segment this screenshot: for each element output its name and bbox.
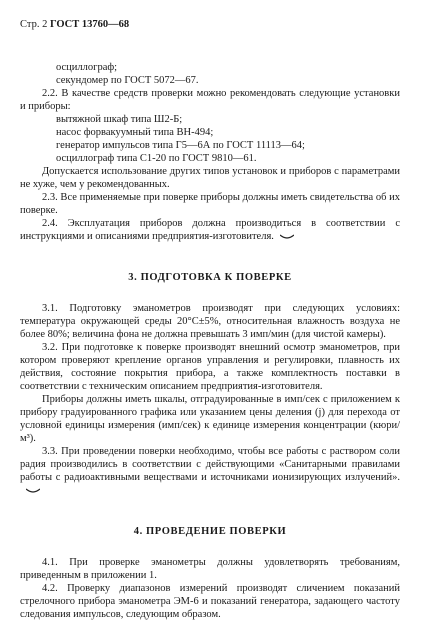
list-item: осциллограф типа С1-20 по ГОСТ 9810—61. [56, 153, 257, 164]
paragraph-2-4: 2.4. Эксплуатация приборов должна производиться в соответствии с инструкциями и описаниями предприятия-изготовителя. [20, 218, 400, 242]
list-item: генератор импульсов типа Г5—6А по ГОСТ 11113—64; [56, 140, 305, 151]
list-item: вытяжной шкаф типа Ш2-Б; [56, 114, 183, 125]
page-header [20, 18, 400, 31]
margin-check-mark [26, 488, 40, 494]
section-4-title: 4. ПРОВЕДЕНИЕ ПОВЕРКИ [133, 526, 287, 537]
margin-check-mark [280, 234, 294, 240]
paragraph-4-1: 4.1. При проверке эманометры должны удовлетворять требованиям, приведенным в приложении 1. [20, 557, 400, 581]
paragraph-note: Допускается использование других типов установок и приборов с параметрами не хуже, чем у рекомендованных. [20, 166, 400, 190]
paragraph-3-2b: Приборы должны иметь шкалы, отградуированные в имп/сек с приложением к прибору градуированного графика или указанием цены деления (j) для перехода от условной единицы измерения (имп/сек) к единице измерения концентрации (кюри/м³). [20, 394, 400, 444]
standard-number: ГОСТ 13760—68 [49, 19, 130, 30]
paragraph-3-2: 3.2. При подготовке к поверке производят внешний осмотр эманометров, при котором проверяют крепление органов управления и регулировки, плавность их действия, состояние покрытия прибора, а также комплектность поставки в соответствии с техническим описанием предприятия-изготовителя. [20, 342, 400, 392]
instrument-line: секундомер по ГОСТ 5072—67. [56, 75, 199, 86]
paragraph-2-3: 2.3. Все применяемые при поверке приборы должны иметь свидетельства об их поверке. [20, 192, 400, 216]
instrument-line: осциллограф; [56, 62, 118, 73]
paragraph-3-3: 3.3. При проведении поверки необходимо, чтобы все работы с раствором соли радия производились в соответствии с действующими «Санитарными правилами работы с радиоактивными веществами и источниками ионизирующих излучений». [20, 445, 400, 497]
page-number: Стр. 2 [20, 19, 48, 30]
list-item: насос форвакуумный типа ВН-494; [56, 127, 214, 138]
section-3-title: 3. ПОДГОТОВКА К ПОВЕРКЕ [128, 272, 292, 283]
paragraph-3-1: 3.1. Подготовку эманометров производят при следующих условиях: температура окружающей среды 20°С±5%, относительная влажность воздуха не более 80%; величина фона не должна превышать 3 имп/мин (для чистой камеры). [20, 303, 400, 340]
paragraph-4-2: 4.2. Проверку диапазонов измерений производят сличением показаний стрелочного прибора эманометра ЭМ-6 и показаний генератора, задающего частоту следования импульсов, следующим образом. [20, 583, 400, 620]
paragraph-2-2: 2.2. В качестве средств проверки можно рекомендовать следующие установки и приборы: [20, 88, 400, 112]
